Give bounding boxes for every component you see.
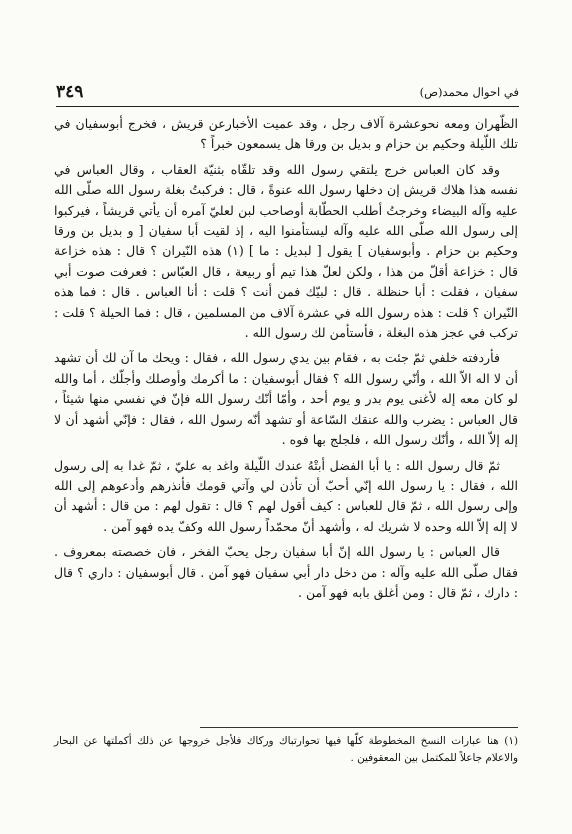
- footnote-divider: [200, 727, 518, 728]
- paragraph: وقد كان العباس خرج يلتقي رسول الله وقد تلقّاه بثنيّة العقاب ، وقال العباس في نفسه هذا هلاك قريش إن دخلها رسول الله عنوةً ، قال : فركبتُ بغلة رسول الله صلّى الله عليه وآله البيضاء وخرجتُ أطلب الحطّابة أوصاحب لبن لعليّ آمره أن يأتي قريشاً ، فيركبوا إلى رسول الله صلّى الله عليه وآله ليستأمنوا اليه ، إذ لقيت أبا سفيان [ و بديل بن ورقا وحكيم بن حزام . وأبوسفيان ] يقول [ لبديل : ما ] (١) هذه النّيران ؟ قال : هذه خزاعة قال : خزاعة أقلّ من هذا ، ولكن لعلّ هذا تيم أو ربيعة ، قال العبّاس : فعرفت صوت أبي سفيان ، فقلت : أبا حنظلة . قال : لبيّك فمن أنت ؟ قلت : أنا العباس . قال : فما هذه النّيران ؟ قلت : هذه رسول الله في عشرة آلاف من المسلمين ، قال : فما الحيلة ؟ قلت : تركب في عجز هذه البغلة ، فأستأمن لك رسول الله .: [54, 161, 519, 341]
- paragraph: فأردفته خلفي ثمّ جئت به ، فقام بين يدي رسول الله ، فقال : ويحك ما آن لك أن تشهد أن لا اله الاّ الله ، وأنّي رسول الله ؟ فقال أبوسفيان : ما أكرمك وأوصلك وأجلّك ، أما والله لو كان معه إله لأغنى يوم بدر و يوم أحد ، وأمّا أنّك رسول الله فإنّ في نفسي منها شيئاً ، قال العباس : يضرب والله عنقك السّاعة أو تشهد أنّه رسول الله ، فقال : فإنّي أشهد أن لا إله إلاّ الله ، وأنّك رسول الله ، فلجلج بها فوه .: [54, 350, 518, 448]
- running-head: في احوال محمد(ص): [419, 85, 519, 99]
- page-header: [56, 82, 519, 107]
- page-number: ٣٤٩: [56, 82, 84, 102]
- paragraph: ثمّ قال رسول الله : يا أبا الفضل أبتْهُ عندك اللّيلة واغد به عليّ ، ثمّ غدا به إلى رسول الله ، فقال : يا رسول الله إنّي أحبّ أن تأذن لي وآتي قومك فأنذرهم وأدعوهم إلى الله وإلى رسول الله ، ثمّ قال للعباس : كيف أقول لهم ؟ قال : تقول لهم : من قال : أشهد أن لا إله إلاّ الله وحده لا شريك له ، وأشهد أنّ محمّداً رسول الله وكفّ يده فهو آمن .: [54, 457, 518, 534]
- paragraph: الظّهران ومعه نحوعشرة آلاف رجل ، وقد عميت الأخبارعن قريش ، فخرج أبوسفيان في تلك اللّيلة وحكيم بن حزام و بديل بن ورقا هل يسمعون خبراً ؟: [54, 116, 518, 152]
- page-body: [54, 114, 518, 608]
- paragraph: قال العباس : يا رسول الله إنّ أبا سفيان رجل يحبّ الفخر ، فان خصصته بمعروف . فقال صلّى الله عليه وآله : من دخل دار أبي سفيان فهو آمن . قال أبوسفيان : داري ؟ قال : دارك ، ثمّ قال : ومن أغلق بابه فهو آمن .: [54, 544, 518, 600]
- footnote: (١) هنا عبارات النسخ المخطوطة كلّها فيها تحوارتباك وركاك فلأجل خروجها عن ذلك أكملتها عن البحار والاعلام جاعلاً للمكتمل بين المعقوفين .: [54, 735, 518, 764]
